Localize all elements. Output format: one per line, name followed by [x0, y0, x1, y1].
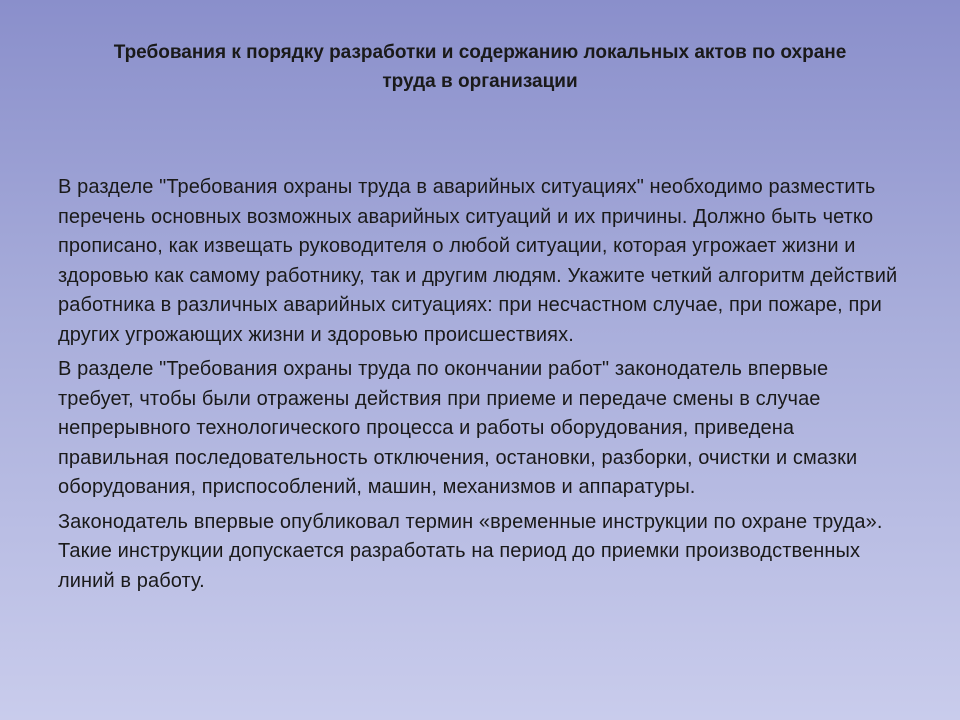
- paragraph-temporary-instructions: Законодатель впервые опубликовал термин «временные инструкции по охране труда». Такие инструкции допускается разработать на период до приемки производственных линий в работу.: [58, 510, 883, 592]
- slide-body: [58, 173, 898, 596]
- paragraph-emergency-requirements: В разделе "Требования охраны труда в аварийных ситуациях" необходимо разместить перечень основных возможных аварийных ситуаций и их причины. Должно быть четко прописано, как извещать руководителя о любой ситуации, которая угрожает жизни и здоровью как самому работнику, так и другим людям. Укажите четкий алгоритм действий работника в различных аварийных ситуациях: при несчастном случае, при пожаре, при других угрожающих жизни и здоровью происшествиях.: [58, 176, 898, 346]
- slide-title: Требования к порядку разработки и содержанию локальных актов по охране труда в организации: [113, 42, 847, 92]
- paragraph-end-of-work-requirements: В разделе "Требования охраны труда по окончании работ" законодатель впервые требует, чтобы были отражены действия при приеме и передаче смены в случае непрерывного технологического процесса и работы оборудования, приведена правильная последовательность отключения, остановки, разборки, очистки и смазки оборудования, приспособлений, машин, механизмов и аппаратуры.: [58, 358, 858, 498]
